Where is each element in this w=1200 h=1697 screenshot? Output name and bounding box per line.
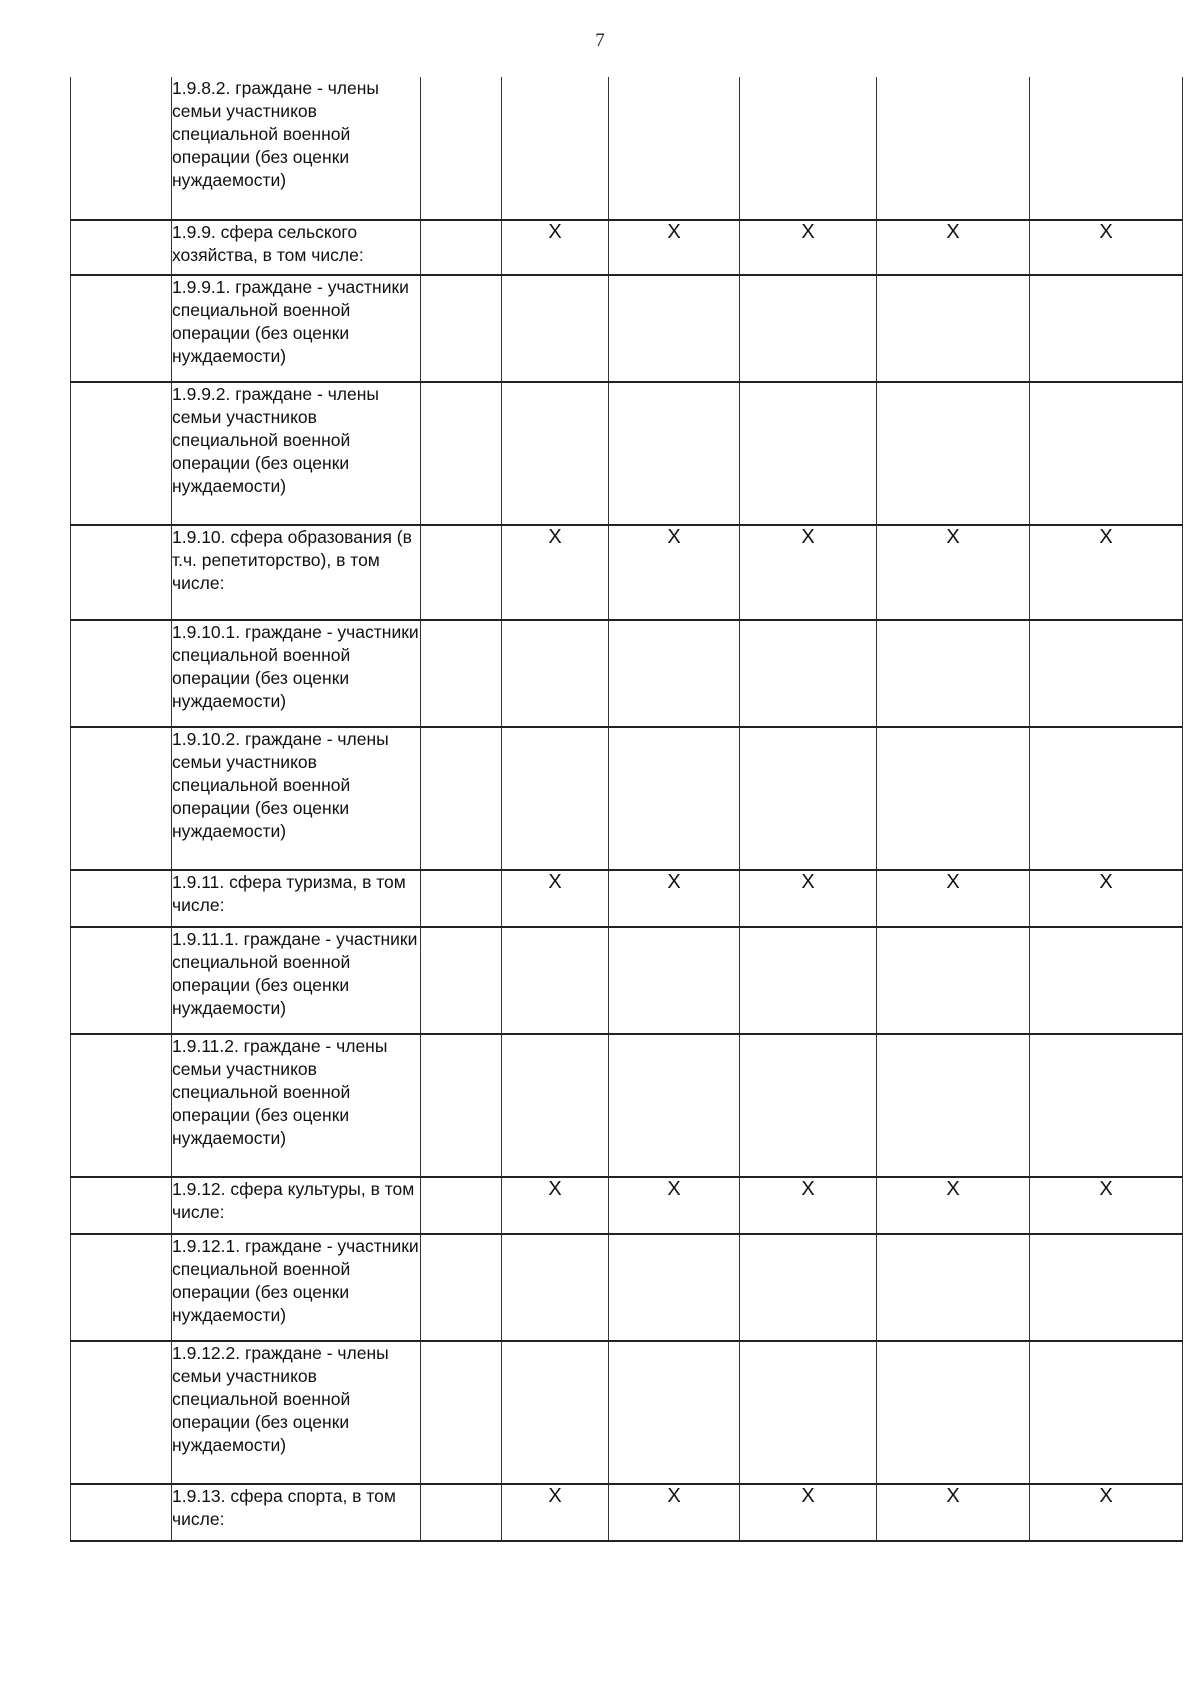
mark-cell	[502, 275, 609, 382]
row-number-cell	[71, 620, 172, 727]
mark-cell: X	[877, 1177, 1030, 1234]
row-number-cell	[71, 382, 172, 525]
mark-cell	[877, 77, 1030, 220]
mark-cell	[740, 1034, 877, 1177]
empty-value-cell	[421, 727, 502, 870]
mark-cell: X	[502, 870, 609, 927]
row-label-cell: 1.9.12.2. граждане - члены семьи участников специальной военной операции (без оценки нуждаемости)	[172, 1341, 421, 1484]
mark-cell	[1030, 1341, 1183, 1484]
mark-cell: X	[740, 1177, 877, 1234]
mark-cell	[877, 1341, 1030, 1484]
mark-cell	[609, 727, 740, 870]
mark-cell: X	[502, 220, 609, 275]
mark-cell	[740, 620, 877, 727]
mark-cell	[609, 1034, 740, 1177]
mark-cell: X	[1030, 525, 1183, 620]
mark-cell	[1030, 382, 1183, 525]
row-label-cell: 1.9.9.2. граждане - члены семьи участников специальной военной операции (без оценки нуждаемости)	[172, 382, 421, 525]
mark-cell	[502, 382, 609, 525]
row-number-cell	[71, 727, 172, 870]
empty-value-cell	[421, 1234, 502, 1341]
empty-value-cell	[421, 525, 502, 620]
mark-cell: X	[877, 220, 1030, 275]
table-row	[71, 382, 1183, 525]
row-number-cell	[71, 927, 172, 1034]
mark-cell	[877, 620, 1030, 727]
mark-cell	[1030, 620, 1183, 727]
row-label-cell: 1.9.10.1. граждане - участники специальной военной операции (без оценки нуждаемости)	[172, 620, 421, 727]
empty-value-cell	[421, 1341, 502, 1484]
mark-cell: X	[740, 525, 877, 620]
mark-cell	[502, 77, 609, 220]
mark-cell	[877, 275, 1030, 382]
row-label-cell: 1.9.9. сфера сельского хозяйства, в том числе:	[172, 220, 421, 275]
row-label-cell: 1.9.10. сфера образования (в т.ч. репетиторство), в том числе:	[172, 525, 421, 620]
mark-cell	[609, 275, 740, 382]
mark-cell: X	[609, 1177, 740, 1234]
mark-cell	[502, 927, 609, 1034]
table-row	[71, 1484, 1183, 1541]
mark-cell: X	[1030, 1484, 1183, 1541]
mark-cell: X	[740, 220, 877, 275]
mark-cell: X	[502, 525, 609, 620]
table-row	[71, 275, 1183, 382]
empty-value-cell	[421, 382, 502, 525]
mark-cell: X	[740, 870, 877, 927]
table-row	[71, 727, 1183, 870]
table-row	[71, 1034, 1183, 1177]
table-row	[71, 525, 1183, 620]
row-number-cell	[71, 1177, 172, 1234]
table-row	[71, 1341, 1183, 1484]
mark-cell	[1030, 1034, 1183, 1177]
empty-value-cell	[421, 870, 502, 927]
mark-cell	[740, 727, 877, 870]
mark-cell	[609, 1341, 740, 1484]
data-table	[70, 77, 1183, 1542]
row-number-cell	[71, 1234, 172, 1341]
row-number-cell	[71, 77, 172, 220]
row-label-cell: 1.9.10.2. граждане - члены семьи участников специальной военной операции (без оценки нуждаемости)	[172, 727, 421, 870]
row-label-cell: 1.9.9.1. граждане - участники специальной военной операции (без оценки нуждаемости)	[172, 275, 421, 382]
mark-cell	[502, 1234, 609, 1341]
row-number-cell	[71, 525, 172, 620]
row-number-cell	[71, 870, 172, 927]
mark-cell	[1030, 275, 1183, 382]
mark-cell: X	[1030, 1177, 1183, 1234]
mark-cell	[740, 1341, 877, 1484]
row-number-cell	[71, 1484, 172, 1541]
table-row	[71, 1177, 1183, 1234]
mark-cell	[1030, 1234, 1183, 1341]
empty-value-cell	[421, 927, 502, 1034]
table-row	[71, 620, 1183, 727]
mark-cell	[740, 382, 877, 525]
mark-cell: X	[877, 870, 1030, 927]
mark-cell: X	[609, 220, 740, 275]
mark-cell	[609, 1234, 740, 1341]
row-label-cell: 1.9.13. сфера спорта, в том числе:	[172, 1484, 421, 1541]
mark-cell: X	[502, 1484, 609, 1541]
mark-cell	[502, 620, 609, 727]
table-row	[71, 870, 1183, 927]
mark-cell	[877, 1234, 1030, 1341]
mark-cell	[609, 77, 740, 220]
mark-cell: X	[740, 1484, 877, 1541]
mark-cell: X	[502, 1177, 609, 1234]
empty-value-cell	[421, 220, 502, 275]
mark-cell	[877, 1034, 1030, 1177]
table-row	[71, 927, 1183, 1034]
row-label-cell: 1.9.11. сфера туризма, в том числе:	[172, 870, 421, 927]
table-row	[71, 220, 1183, 275]
mark-cell: X	[1030, 870, 1183, 927]
mark-cell: X	[877, 1484, 1030, 1541]
mark-cell: X	[877, 525, 1030, 620]
mark-cell	[740, 927, 877, 1034]
row-label-cell: 1.9.12.1. граждане - участники специальной военной операции (без оценки нуждаемости)	[172, 1234, 421, 1341]
empty-value-cell	[421, 1034, 502, 1177]
mark-cell: X	[609, 1484, 740, 1541]
mark-cell	[609, 927, 740, 1034]
empty-value-cell	[421, 620, 502, 727]
row-number-cell	[71, 275, 172, 382]
table-row	[71, 1234, 1183, 1341]
row-label-cell: 1.9.11.1. граждане - участники специальной военной операции (без оценки нуждаемости)	[172, 927, 421, 1034]
mark-cell	[1030, 927, 1183, 1034]
mark-cell	[609, 382, 740, 525]
row-label-cell: 1.9.12. сфера культуры, в том числе:	[172, 1177, 421, 1234]
empty-value-cell	[421, 275, 502, 382]
table-row	[71, 77, 1183, 220]
mark-cell	[740, 275, 877, 382]
page-number: 7	[595, 30, 605, 51]
mark-cell	[877, 382, 1030, 525]
mark-cell	[1030, 77, 1183, 220]
empty-value-cell	[421, 1484, 502, 1541]
mark-cell: X	[1030, 220, 1183, 275]
mark-cell	[609, 620, 740, 727]
mark-cell	[877, 927, 1030, 1034]
mark-cell	[502, 1034, 609, 1177]
mark-cell	[740, 77, 877, 220]
row-label-cell: 1.9.8.2. граждане - члены семьи участников специальной военной операции (без оценки нуждаемости)	[172, 77, 421, 220]
row-number-cell	[71, 1341, 172, 1484]
mark-cell	[502, 1341, 609, 1484]
mark-cell: X	[609, 870, 740, 927]
row-number-cell	[71, 1034, 172, 1177]
empty-value-cell	[421, 1177, 502, 1234]
row-label-cell: 1.9.11.2. граждане - члены семьи участников специальной военной операции (без оценки нуждаемости)	[172, 1034, 421, 1177]
empty-value-cell	[421, 77, 502, 220]
mark-cell	[740, 1234, 877, 1341]
mark-cell	[877, 727, 1030, 870]
mark-cell	[1030, 727, 1183, 870]
mark-cell	[502, 727, 609, 870]
mark-cell: X	[609, 525, 740, 620]
table-body	[71, 77, 1183, 1541]
row-number-cell	[71, 220, 172, 275]
